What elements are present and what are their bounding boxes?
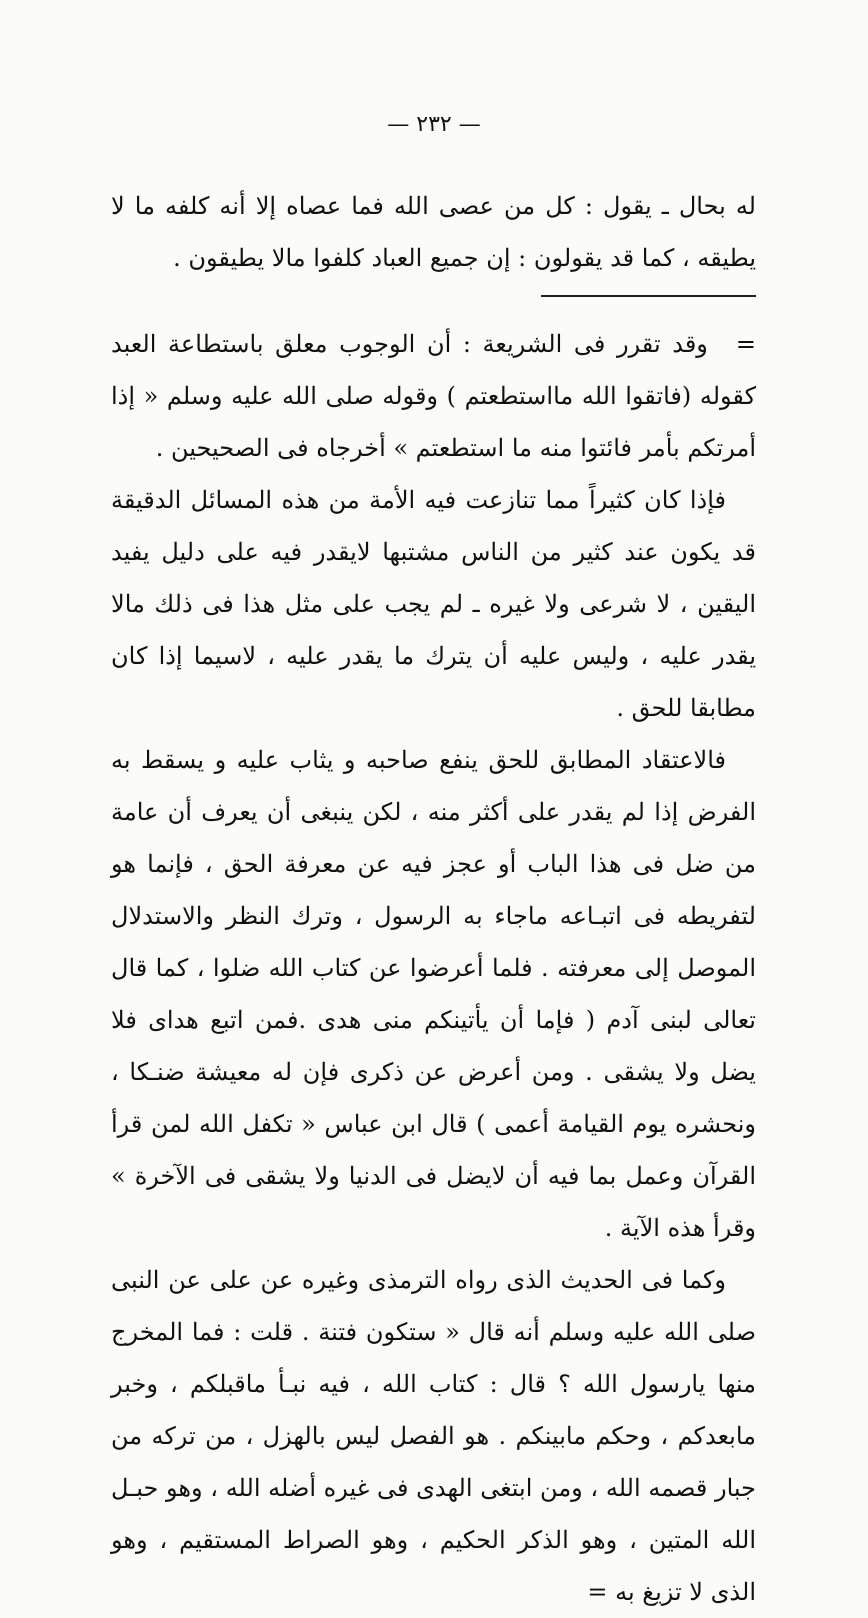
- main-paragraph: له بحال ـ يقول : كل من عصى الله فما عصاه إلا أنه كلفه ما لا يطيقه ، كما قد يقولون : إن جميع العباد كلفوا مالا يطيقون .: [111, 192, 756, 272]
- footnote-paragraph-2: فإذا كان كثيراً مما تنازعت فيه الأمة من هذه المسائل الدقيقة قد يكون عند كثير من الناس مشتبها لايقدر فيه على دليل يفيد اليقين ، لا شرعى ولا غيره ـ لم يجب على مثل هذا فى ذلك مالا يقدر عليه ، وليس عليه أن يترك ما يقدر عليه ، لاسيما إذا كان مطابقا للحق .: [111, 486, 756, 722]
- main-text: [111, 180, 756, 284]
- footnote-paragraph-1-text: وقد تقرر فى الشريعة : أن الوجوب معلق باستطاعة العبد كقوله (فاتقوا الله مااستطعتم ) وقوله صلى الله عليه وسلم « إذا أمرتكم بأمر فائتوا منه ما استطعتم » أخرجاه فى الصحيحين .: [111, 330, 756, 462]
- continuation-mark: =: [735, 330, 756, 358]
- footnote-text: [111, 318, 756, 1618]
- footnote-paragraph-3: فالاعتقاد المطابق للحق ينفع صاحبه و يثاب عليه و يسقط به الفرض إذا لم يقدر على أكثر منه ، لكن ينبغى أن يعرف أن عامة من ضل فى هذا الباب أو عجز فيه عن معرفة الحق ، فإنما هو لتفريطه فى اتبـاعه ماجاء به الرسول ، وترك النظر والاستدلال الموصل إلى معرفته . فلما أعرضوا عن كتاب الله ضلوا ، كما قال تعالى لبنى آدم ( فإما أن يأتينكم منى هدى .فمن اتبع هداى فلا يضل ولا يشقى . ومن أعرض عن ذكرى فإن له معيشة ضنـكا ، ونحشره يوم القيامة أعمى ) قال ابن عباس « تكفل الله لمن قرأ القرآن وعمل بما فيه أن لايضل فى الدنيا ولا يشقى فى الآخرة » وقرأ هذه الآية .: [111, 746, 756, 1242]
- footnote-paragraph-1: [111, 318, 756, 474]
- footnote-separator: [541, 295, 756, 297]
- footnote-paragraph-4: وكما فى الحديث الذى رواه الترمذى وغيره عن على عن النبى صلى الله عليه وسلم أنه قال « ستكون فتنة . قلت : فما المخرج منها يارسول الله ؟ قال : كتاب الله ، فيه نبـأ ماقبلكم ، وخبر مابعدكم ، وحكم مابينكم . هو الفصل ليس بالهزل ، من تركه من جبار قصمه الله ، ومن ابتغى الهدى فى غيره أضله الله ، وهو حبـل الله المتين ، وهو الذكر الحكيم ، وهو الصراط المستقيم ، وهو الذى لا تزيغ به =: [111, 1266, 756, 1606]
- page-number: — ٢٣٢ —: [387, 112, 481, 137]
